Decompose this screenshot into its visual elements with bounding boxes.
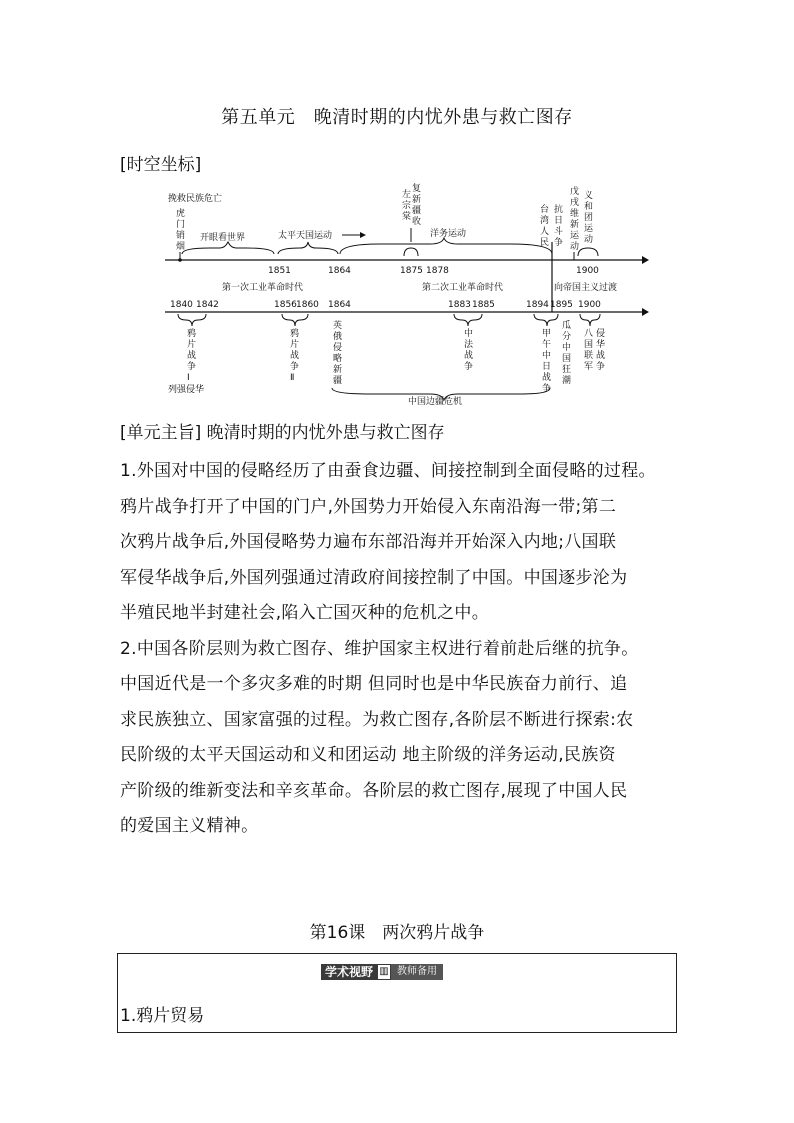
svg-text:新: 新 xyxy=(570,220,580,230)
y1878: 1878 xyxy=(426,266,449,276)
para-line: 民阶级的太平天国运动和义和团运动 地主阶级的洋务运动,民族资 xyxy=(120,745,616,765)
svg-text:争: 争 xyxy=(542,384,552,394)
yangwu: 洋务运动 xyxy=(430,229,467,239)
para-line: 求民族独立、国家富强的过程。为救亡图存,各阶层不断进行探索:农 xyxy=(120,709,634,730)
y1864b: 1864 xyxy=(328,300,351,310)
svg-text:销: 销 xyxy=(176,231,186,241)
svg-text:运: 运 xyxy=(570,231,580,241)
y1900a: 1900 xyxy=(576,266,599,276)
book-icon: ▥ xyxy=(377,964,391,980)
box-item: 1.鸦片贸易 xyxy=(120,1006,205,1026)
svg-text:战: 战 xyxy=(187,351,197,361)
svg-text:民: 民 xyxy=(540,238,550,248)
svg-text:新: 新 xyxy=(412,195,422,205)
svg-text:片: 片 xyxy=(290,340,300,350)
svg-text:斗: 斗 xyxy=(554,227,564,237)
y1851: 1851 xyxy=(268,266,291,276)
para-line: 2.中国各阶层则为救亡图存、维护国家主权进行着前赴后继的抗争。 xyxy=(120,638,639,659)
svg-text:联: 联 xyxy=(584,351,594,361)
svg-text:动: 动 xyxy=(570,242,580,252)
banner-right: 教师备用 xyxy=(391,964,443,980)
svg-text:略: 略 xyxy=(333,354,343,364)
shikong-label: [时空坐标] xyxy=(120,155,202,175)
svg-text:甲: 甲 xyxy=(542,329,552,339)
svg-text:国: 国 xyxy=(562,354,572,364)
svg-text:人: 人 xyxy=(540,227,550,237)
svg-text:中: 中 xyxy=(542,351,552,361)
svg-text:抗: 抗 xyxy=(554,205,564,215)
svg-text:争: 争 xyxy=(187,362,197,372)
svg-text:狂: 狂 xyxy=(562,365,572,375)
svg-text:俄: 俄 xyxy=(333,332,343,342)
svg-text:义: 义 xyxy=(584,191,594,201)
svg-text:争: 争 xyxy=(554,238,564,248)
y1864a: 1864 xyxy=(328,266,351,276)
y1883: 1883 xyxy=(448,300,471,310)
svg-text:分: 分 xyxy=(562,332,572,342)
para-line: 中国近代是一个多灾多难的时期 但同时也是中华民族奋力前行、追 xyxy=(120,674,628,694)
humen-group xyxy=(176,207,185,252)
academic-banner xyxy=(321,964,443,980)
academic-box xyxy=(117,953,677,1033)
svg-text:中: 中 xyxy=(562,343,572,353)
svg-text:侵: 侵 xyxy=(333,343,343,353)
svg-text:Ⅰ: Ⅰ xyxy=(187,373,190,383)
banner-left: 学术视野 xyxy=(321,964,377,980)
era1: 第一次工业革命时代 xyxy=(222,283,304,293)
para-line: 1.外国对中国的侵略经历了由蚕食边疆、间接控制到全面侵略的过程。 xyxy=(120,461,656,481)
kaiyan: 开眼看世界 xyxy=(200,233,246,243)
para-line: 的爱国主义精神。 xyxy=(120,816,259,836)
y1894: 1894 xyxy=(526,300,549,310)
svg-text:战: 战 xyxy=(596,351,606,361)
era3: 向帝国主义过渡 xyxy=(554,283,618,293)
svg-text:鸦: 鸦 xyxy=(290,329,300,339)
svg-text:潮: 潮 xyxy=(562,376,572,386)
svg-text:棠: 棠 xyxy=(402,212,412,222)
svg-text:左: 左 xyxy=(402,190,412,200)
svg-text:战: 战 xyxy=(464,351,474,361)
svg-text:法: 法 xyxy=(464,340,474,350)
svg-text:湾: 湾 xyxy=(540,216,550,226)
svg-text:烟: 烟 xyxy=(176,242,186,252)
y1885: 1885 xyxy=(472,300,495,310)
y1856: 1856 xyxy=(274,300,297,310)
svg-text:争: 争 xyxy=(596,362,606,372)
svg-text:收: 收 xyxy=(412,217,422,227)
lieqiang: 列强侵华 xyxy=(168,385,205,395)
svg-text:团: 团 xyxy=(584,213,594,223)
svg-text:鸦: 鸦 xyxy=(187,329,197,339)
svg-text:片: 片 xyxy=(187,340,197,350)
svg-text:侵: 侵 xyxy=(596,329,606,339)
svg-text:日: 日 xyxy=(542,362,552,372)
svg-text:日: 日 xyxy=(554,216,564,226)
svg-text:台: 台 xyxy=(540,205,550,215)
unit-theme xyxy=(120,418,445,443)
y1895: 1895 xyxy=(550,300,573,310)
svg-text:宗: 宗 xyxy=(402,201,412,211)
svg-text:维: 维 xyxy=(570,209,580,219)
svg-text:疆: 疆 xyxy=(412,206,422,216)
svg-text:军: 军 xyxy=(584,362,594,372)
svg-text:午: 午 xyxy=(542,340,552,350)
svg-text:英: 英 xyxy=(333,321,343,331)
unit-title: 第五单元 晚清时期的内忧外患与救亡图存 xyxy=(221,107,573,128)
taiping: 太平天国运动 xyxy=(278,231,333,241)
svg-text:疆: 疆 xyxy=(333,376,343,386)
unit-theme-text: 晚清时期的内忧外患与救亡图存 xyxy=(206,423,445,443)
svg-text:战: 战 xyxy=(542,373,552,383)
svg-text:中: 中 xyxy=(464,329,474,339)
para-line: 军侵华战争后,外国列强通过清政府间接控制了中国。中国逐步沦为 xyxy=(120,567,628,588)
svg-text:瓜: 瓜 xyxy=(562,321,572,331)
y1842: 1842 xyxy=(196,300,219,310)
svg-text:战: 战 xyxy=(290,351,300,361)
y1900b: 1900 xyxy=(578,300,601,310)
tl-header: 挽救民族危亡 xyxy=(168,194,223,204)
svg-text:新: 新 xyxy=(333,365,343,375)
svg-text:和: 和 xyxy=(584,202,594,212)
para-line: 半殖民地半封建社会,陷入亡国灭种的危机之中。 xyxy=(120,603,490,623)
unit-theme-label: [单元主旨] xyxy=(120,423,202,443)
body-text xyxy=(120,454,690,845)
para-line: 次鸦片战争后,外国侵略势力遍布东部沿海并开始深入内地;八国联 xyxy=(120,532,617,552)
timeline-diagram xyxy=(150,178,650,408)
svg-text:运: 运 xyxy=(584,224,594,234)
svg-text:争: 争 xyxy=(290,362,300,372)
y1875: 1875 xyxy=(400,266,423,276)
para-line: 鸦片战争打开了中国的门户,外国势力开始侵入东南沿海一带;第二 xyxy=(120,496,617,517)
svg-text:八: 八 xyxy=(584,329,594,339)
y1860: 1860 xyxy=(296,300,319,310)
svg-text:华: 华 xyxy=(596,340,606,350)
svg-text:国: 国 xyxy=(584,340,594,350)
border-crisis: 中国边疆危机 xyxy=(408,397,463,407)
lesson-title: 第16课 两次鸦片战争 xyxy=(309,923,485,943)
para-line: 产阶级的维新变法和辛亥革命。各阶层的救亡图存,展现了中国人民 xyxy=(120,780,628,801)
svg-text:动: 动 xyxy=(584,235,594,245)
svg-text:戌: 戌 xyxy=(570,198,580,208)
era2: 第二次工业革命时代 xyxy=(422,283,504,293)
svg-text:门: 门 xyxy=(176,220,186,230)
svg-text:争: 争 xyxy=(464,362,474,372)
svg-text:Ⅱ: Ⅱ xyxy=(290,373,295,383)
svg-text:戊: 戊 xyxy=(570,187,580,197)
humen-c1: 虎 xyxy=(176,209,186,219)
svg-text:复: 复 xyxy=(412,184,422,194)
y1840: 1840 xyxy=(170,300,193,310)
